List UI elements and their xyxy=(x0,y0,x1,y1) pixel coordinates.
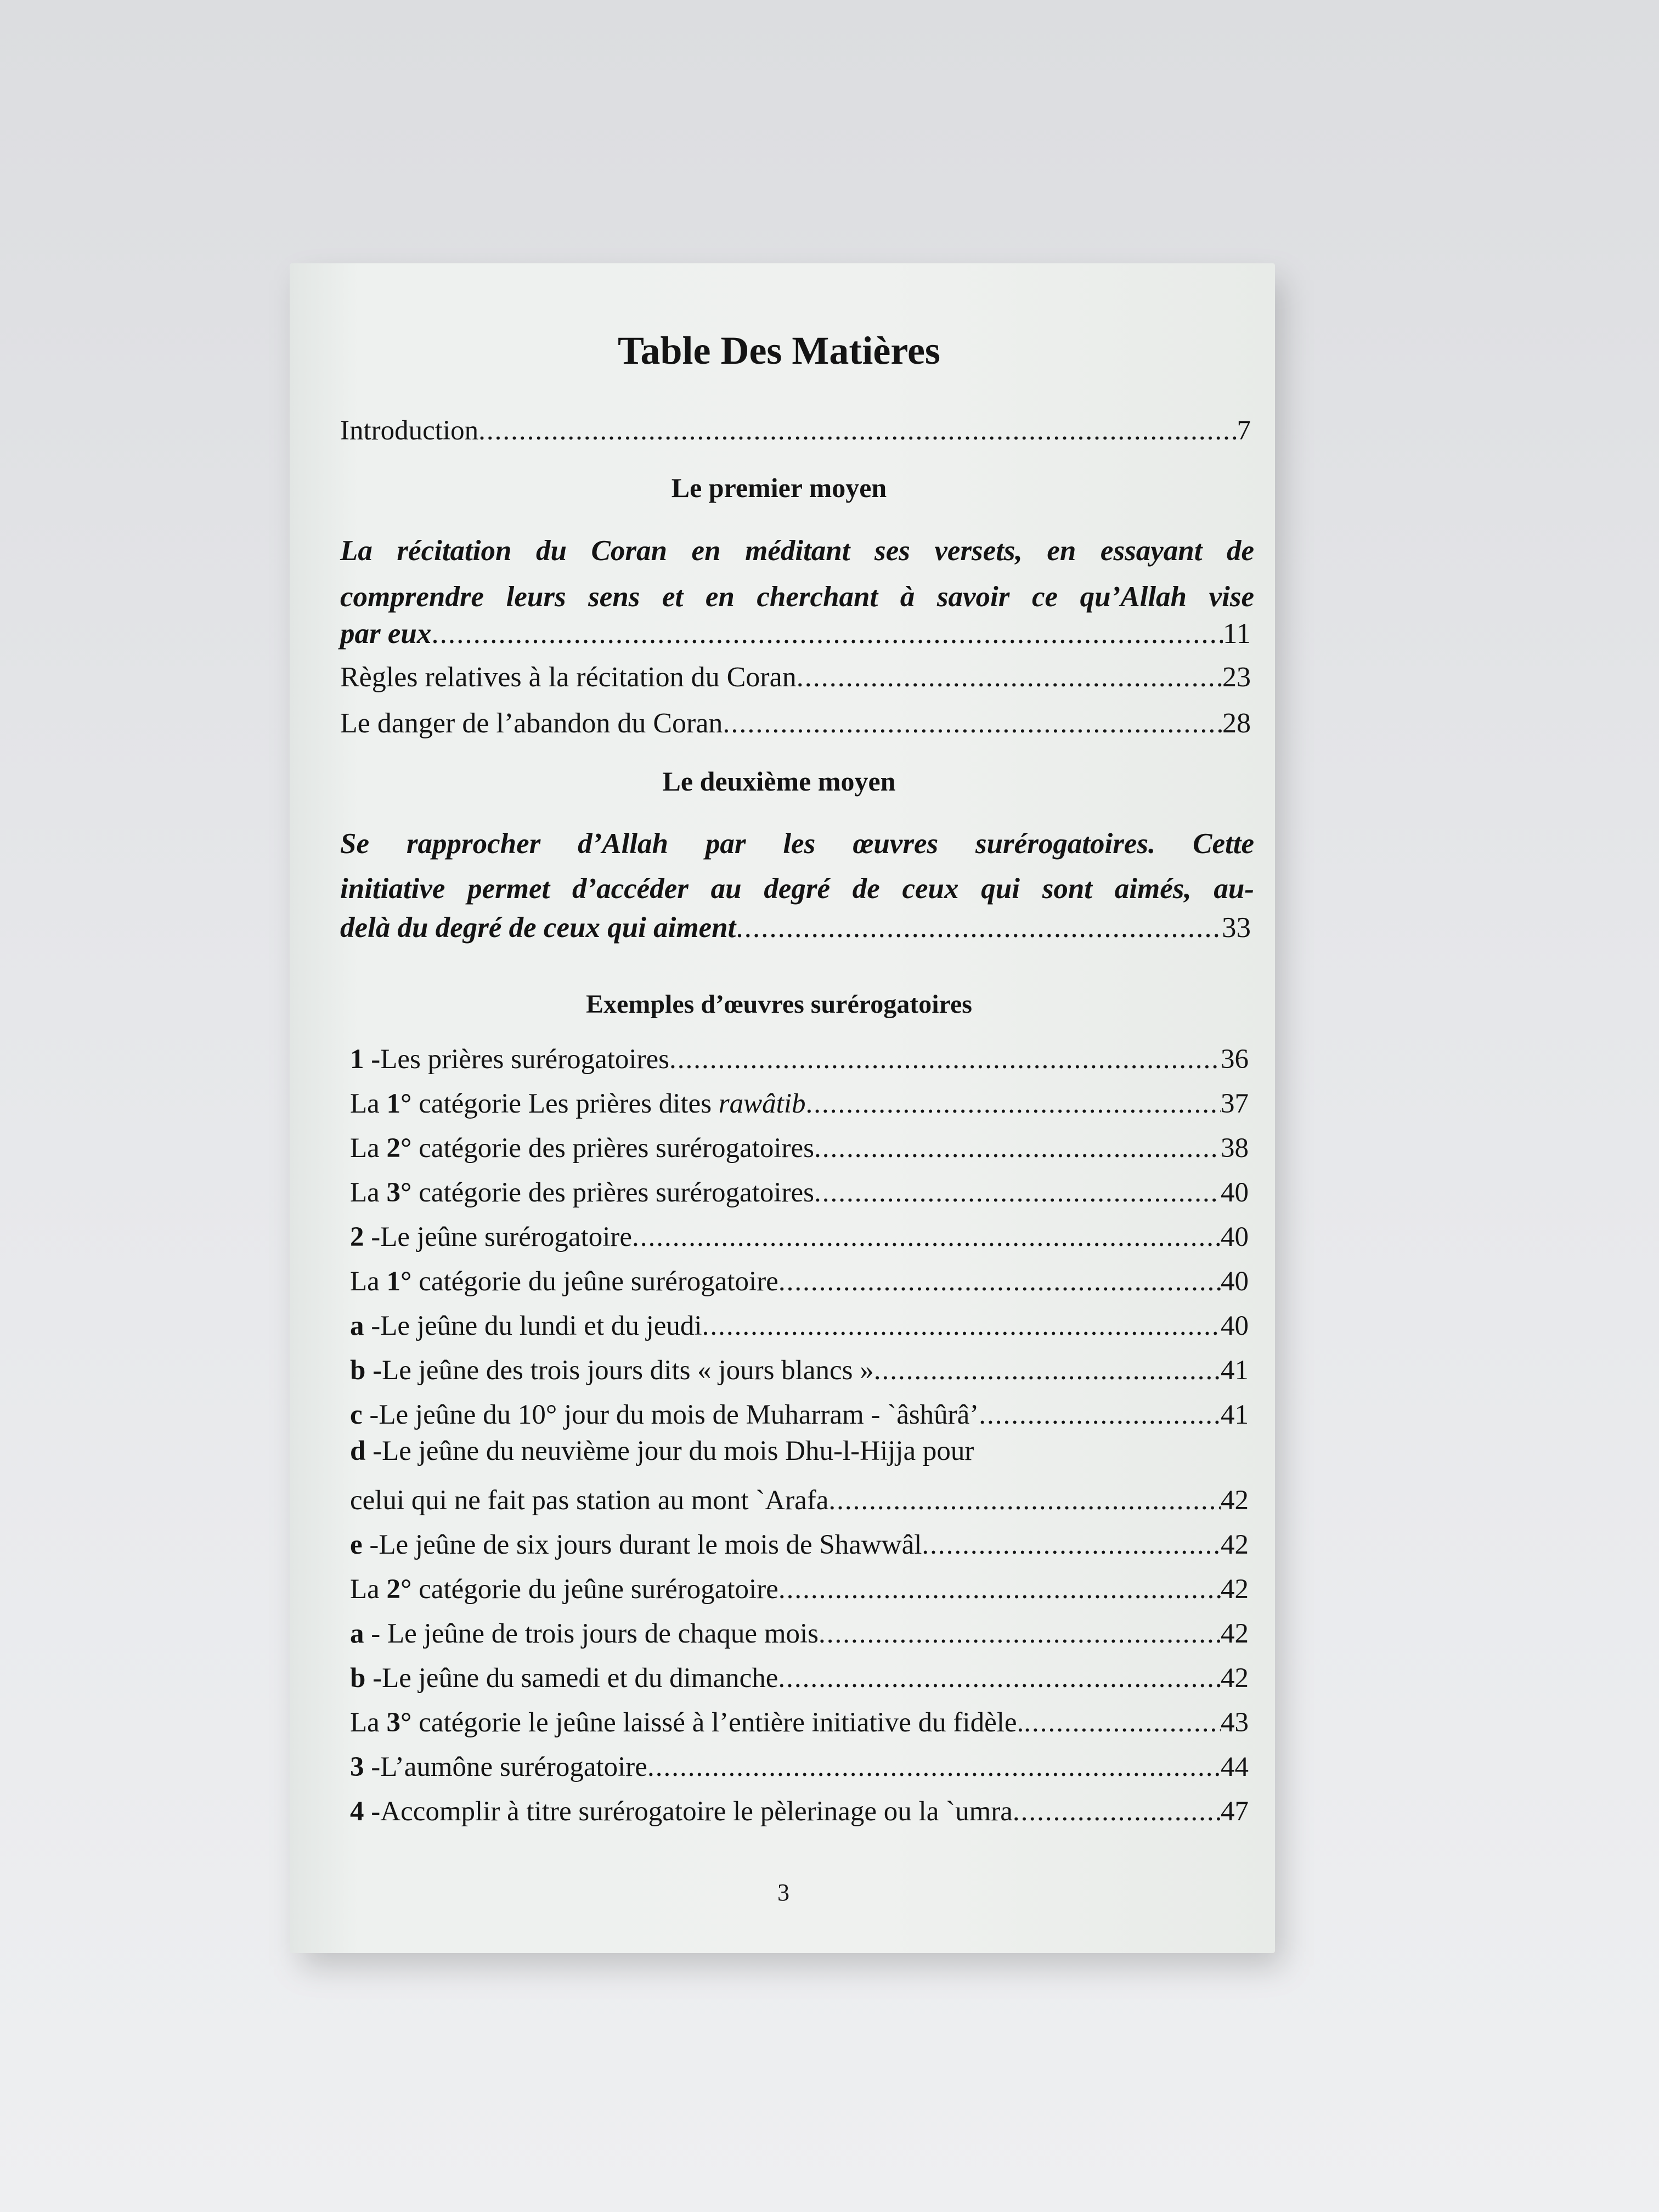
toc-entry-moyen2 xyxy=(340,910,1251,946)
toc-entry-page: 42 xyxy=(1221,1530,1249,1560)
entry-number: 3° xyxy=(386,1177,412,1208)
moyen2-paragraph-line2: initiative permet d’accéder au degré de ceux qui sont aimés, au- xyxy=(340,873,1254,905)
toc-entry-page: 28 xyxy=(1222,708,1251,739)
page-title: Table Des Matières xyxy=(618,329,940,373)
section-heading-exemples: Exemples d’œuvres surérogatoires xyxy=(586,990,972,1019)
toc-entry xyxy=(350,1041,1249,1077)
entry-number: 2° xyxy=(386,1133,412,1164)
toc-entry-label xyxy=(350,1705,1024,1741)
toc-entry-page: 42 xyxy=(1221,1574,1249,1605)
toc-entry xyxy=(350,1793,1249,1830)
toc-entry-label xyxy=(350,1175,814,1211)
toc-entry xyxy=(350,1397,1249,1433)
toc-entry-label xyxy=(350,1219,632,1255)
entry-text: -Le jeûne du lundi et du jeudi xyxy=(364,1311,702,1341)
leader-dots xyxy=(778,1571,1221,1607)
entry-prefix: La xyxy=(350,1574,387,1605)
leader-dots xyxy=(669,1041,1221,1077)
entry-text: -Le jeûne du neuvième jour du mois Dhu-l-Hijja pour xyxy=(365,1436,974,1466)
toc-entry-page: 11 xyxy=(1222,618,1251,650)
toc-entry-label xyxy=(350,1263,778,1300)
page-number: 3 xyxy=(777,1879,789,1906)
entry-prefix: La xyxy=(350,1266,387,1297)
toc-entry xyxy=(350,1482,1249,1519)
entry-number: b xyxy=(350,1355,366,1386)
entry-text: -Accomplir à titre surérogatoire le pèlerinage ou la `umra xyxy=(364,1796,1013,1827)
toc-entry xyxy=(350,1308,1249,1344)
entry-number: 3° xyxy=(386,1707,412,1738)
entry-text: -Le jeûne surérogatoire xyxy=(364,1222,633,1252)
toc-entry xyxy=(350,1219,1249,1255)
toc-entry-page: 40 xyxy=(1221,1177,1249,1208)
toc-entry xyxy=(350,1263,1249,1300)
entry-number: a xyxy=(350,1311,364,1341)
leader-dots xyxy=(814,1175,1221,1211)
toc-entry-page: 40 xyxy=(1221,1222,1249,1252)
toc-entry-label xyxy=(350,1397,979,1433)
entry-italic-term: rawâtib xyxy=(718,1088,806,1119)
section-heading-moyen1: Le premier moyen xyxy=(671,472,887,503)
toc-entry-label xyxy=(350,1749,647,1785)
entry-prefix: La xyxy=(350,1088,387,1119)
toc-entry-label: par eux xyxy=(340,618,432,650)
entry-prefix: La xyxy=(350,1177,387,1208)
entry-number: d xyxy=(350,1436,366,1466)
entry-number: b xyxy=(350,1663,366,1694)
toc-entry-page: 7 xyxy=(1237,415,1251,446)
leader-dots xyxy=(702,1308,1221,1344)
entry-number: 4 xyxy=(350,1796,364,1827)
entry-number: c xyxy=(350,1400,363,1430)
toc-entry-label xyxy=(350,1041,669,1077)
toc-entry-page: 37 xyxy=(1221,1088,1249,1119)
toc-entry-page: 43 xyxy=(1221,1707,1249,1738)
leader-dots xyxy=(814,1130,1221,1166)
toc-entry-page: 41 xyxy=(1221,1400,1249,1430)
entry-text: catégorie des prières surérogatoires xyxy=(411,1177,814,1208)
toc-entry-page: 38 xyxy=(1221,1133,1249,1164)
entry-text: -L’aumône surérogatoire xyxy=(364,1752,647,1782)
entry-text: - Le jeûne de trois jours de chaque mois xyxy=(364,1618,819,1649)
leader-dots xyxy=(778,1263,1221,1300)
entry-number: 1 xyxy=(350,1044,364,1075)
entry-text: catégorie Les prières dites xyxy=(411,1088,719,1119)
entry-number: 3 xyxy=(350,1752,364,1782)
section-heading-moyen2: Le deuxième moyen xyxy=(662,766,896,797)
entry-text: catégorie du jeûne surérogatoire xyxy=(411,1574,778,1605)
leader-dots xyxy=(736,910,1222,946)
leader-dots xyxy=(922,1527,1221,1563)
toc-entry-page: 44 xyxy=(1221,1752,1249,1782)
toc-entry-label: Règles relatives à la récitation du Coran xyxy=(340,662,797,693)
toc-entry-page: 40 xyxy=(1221,1311,1249,1341)
leader-dots xyxy=(797,659,1222,696)
entry-number: 2° xyxy=(386,1574,412,1605)
entry-text: catégorie des prières surérogatoires xyxy=(411,1133,814,1164)
entry-text: -Le jeûne de six jours durant le mois de Shawwâl xyxy=(362,1530,922,1560)
toc-entry-label xyxy=(350,1660,778,1696)
toc-entry-page: 33 xyxy=(1222,912,1251,944)
toc-entry xyxy=(350,1086,1249,1122)
leader-dots xyxy=(1013,1793,1221,1830)
entry-number: a xyxy=(350,1618,364,1649)
toc-entry-introduction xyxy=(340,413,1251,449)
toc-entry-page: 42 xyxy=(1221,1485,1249,1516)
entry-text: catégorie du jeûne surérogatoire xyxy=(411,1266,778,1297)
toc-entry xyxy=(350,1616,1249,1652)
toc-entry-page: 41 xyxy=(1221,1355,1249,1386)
toc-entry-page: 47 xyxy=(1221,1796,1249,1827)
leader-dots xyxy=(431,616,1223,652)
toc-entry-label: Le danger de l’abandon du Coran xyxy=(340,708,723,739)
leader-dots xyxy=(828,1482,1221,1519)
toc-entry-label xyxy=(350,1793,1013,1830)
toc-entry-label: celui qui ne fait pas station au mont `Arafa xyxy=(350,1485,829,1516)
leader-dots xyxy=(723,706,1222,742)
toc-entry xyxy=(350,1705,1249,1741)
entry-text: -Le jeûne du samedi et du dimanche xyxy=(365,1663,778,1694)
leader-dots xyxy=(778,1660,1221,1696)
leader-dots xyxy=(647,1749,1221,1785)
toc-entry-page: 42 xyxy=(1221,1663,1249,1694)
entry-text: -Les prières surérogatoires xyxy=(364,1044,670,1075)
leader-dots xyxy=(819,1616,1221,1652)
toc-entry-page: 36 xyxy=(1221,1044,1249,1075)
entry-prefix: La xyxy=(350,1133,387,1164)
book-page xyxy=(290,263,1275,1953)
leader-dots xyxy=(632,1219,1221,1255)
entry-number: 2 xyxy=(350,1222,364,1252)
toc-entry-label xyxy=(350,1086,806,1122)
toc-entry xyxy=(350,1352,1249,1389)
leader-dots xyxy=(1024,1705,1221,1741)
entry-number: 1° xyxy=(386,1088,412,1119)
moyen1-paragraph-line1: La récitation du Coran en méditant ses versets, en essayant de xyxy=(340,535,1254,567)
entry-text: -Le jeûne du 10° jour du mois de Muharram - `âshûrâ’ xyxy=(362,1400,979,1430)
entry-text: catégorie le jeûne laissé à l’entière initiative du fidèle. xyxy=(411,1707,1024,1738)
toc-entry xyxy=(350,1130,1249,1166)
toc-entry-first-line xyxy=(350,1435,974,1467)
toc-entry xyxy=(340,706,1251,742)
toc-entry-label xyxy=(350,1571,778,1607)
toc-entry xyxy=(340,659,1251,696)
moyen2-paragraph-line1: Se rapprocher d’Allah par les œuvres surérogatoires. Cette xyxy=(340,828,1254,860)
toc-entry-page: 23 xyxy=(1222,662,1251,693)
toc-entry-label xyxy=(350,1130,814,1166)
entry-text: -Le jeûne des trois jours dits « jours blancs » xyxy=(365,1355,874,1386)
toc-entry xyxy=(350,1571,1249,1607)
toc-entry-label: Introduction xyxy=(340,415,479,446)
toc-entry-label: delà du degré de ceux qui aiment xyxy=(340,912,736,944)
toc-entry-page: 40 xyxy=(1221,1266,1249,1297)
toc-entry-page: 42 xyxy=(1221,1618,1249,1649)
toc-entry-label xyxy=(350,1308,702,1344)
leader-dots xyxy=(806,1086,1221,1122)
leader-dots xyxy=(874,1352,1221,1389)
toc-entry-label xyxy=(350,1352,874,1389)
entry-number: 1° xyxy=(386,1266,412,1297)
leader-dots xyxy=(478,413,1237,449)
leader-dots xyxy=(979,1397,1221,1433)
entry-prefix: La xyxy=(350,1707,387,1738)
toc-entry-label xyxy=(350,1527,922,1563)
moyen1-paragraph-line2: comprendre leurs sens et en cherchant à savoir ce qu’Allah vise xyxy=(340,581,1254,613)
toc-entry-label xyxy=(350,1616,819,1652)
toc-entry xyxy=(350,1749,1249,1785)
entry-number: e xyxy=(350,1530,363,1560)
toc-entry-moyen1 xyxy=(340,616,1251,652)
toc-entry xyxy=(350,1660,1249,1696)
toc-entry xyxy=(350,1175,1249,1211)
toc-entry xyxy=(350,1527,1249,1563)
